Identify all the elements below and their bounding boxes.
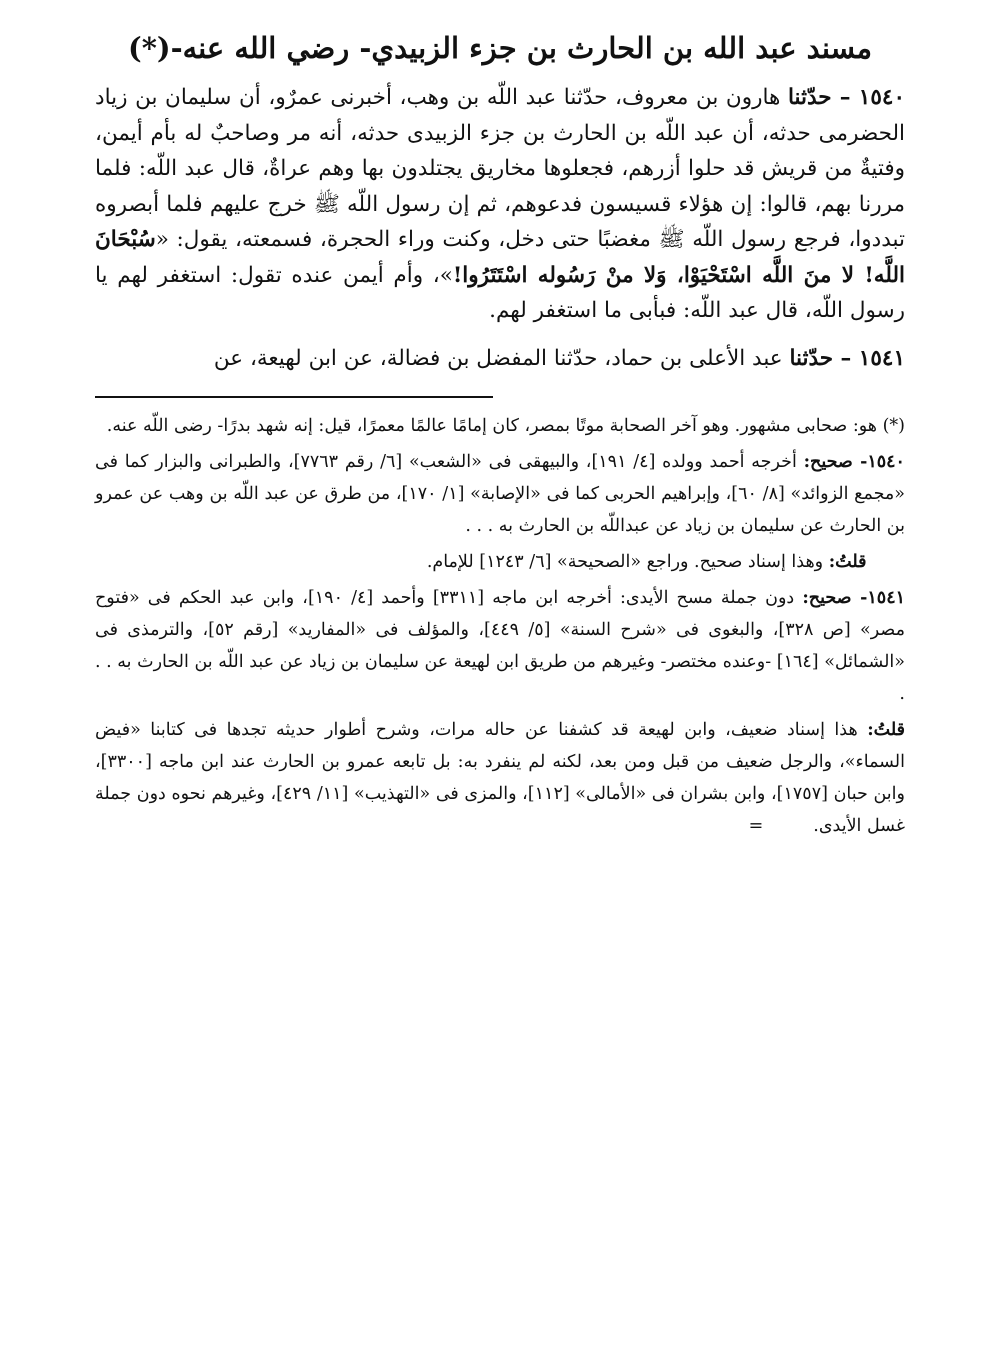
footnote-1540-qult bbox=[95, 546, 905, 578]
qult-text: وهذا إسناد صحيح. وراجع «الصحيحة» [٦/ ١٢٤٣] للإمام. bbox=[426, 552, 829, 572]
footnotes bbox=[95, 410, 905, 842]
prophetic-quote: سُبْحَانَ اللَّه! لا منَ اللَّه اسْتَحْيَوْا، وَلا منْ رَسُوله اسْتَتَرُوا! bbox=[95, 227, 905, 288]
hadith-number: ١٥٤٠ – حدّثنا bbox=[787, 85, 905, 110]
footnote-text: أخرجه أحمد وولده [٤/ ١٩١]، والبيهقى فى «الشعب» [٦/ رقم ٧٧٦٣]، والطبرانى والبزار كما فى «مجمع الزوائد» [٨/ ٦٠]، وإبراهيم الحربى كما فى «الإصابة» [١/ ١٧٠]، من طرق عن عبد اللّه بن وهب عن عمرو بن الحارث عن سليمان بن زياد عن عبداللّه بن الحارث به . . . bbox=[95, 452, 905, 536]
footnote-divider-wrap bbox=[95, 396, 905, 398]
footnote-1541 bbox=[95, 582, 905, 710]
continuation-mark: = bbox=[748, 816, 764, 836]
footnote-label: ١٥٤٠- صحيح: bbox=[803, 452, 905, 472]
qult-label: قلتُ: bbox=[867, 720, 905, 740]
hadith-1541 bbox=[95, 341, 905, 377]
footnote-1541-qult bbox=[95, 714, 905, 842]
hadith-text: عبد الأعلى بن حماد، حدّثنا المفضل بن فضالة، عن ابن لهيعة، عن bbox=[213, 345, 790, 371]
qult-label: قلتُ: bbox=[828, 552, 867, 572]
footnote-companion: (*) هو: صحابى مشهور. وهو آخر الصحابة موتًا بمصر، كان إمامًا عالمًا معمرًا، قيل: إنه شهد بدرًا- رضى اللّه عنه. bbox=[106, 416, 905, 436]
hadith-number: ١٥٤١ – حدّثنا bbox=[789, 345, 905, 371]
hadith-1540 bbox=[95, 80, 905, 329]
footnote-text: دون جملة مسح الأيدى: أخرجه ابن ماجه [٣٣١١] وأحمد [٤/ ١٩٠]، وابن عبد الحكم فى «فتوح مصر» [ص ٣٢٨]، والبغوى فى «شرح السنة» [٥/ ٤٤٩]، والمؤلف فى «المفاريد» [رقم ٥٢]، والترمذى فى «الشمائل» [١٦٤] -وعنده مختصر- وغيرهم من طريق ابن لهيعة عن سليمان بن زياد عن عبد اللّه بن الحارث به . . . bbox=[95, 588, 905, 704]
page-title: مسند عبد الله بن الحارث بن جزء الزبيدي- رضي الله عنه-(*) bbox=[127, 31, 873, 65]
footnote-1540 bbox=[95, 446, 905, 542]
hadith-text: هارون بن معروف، حدّثنا عبد اللّه بن وهب، أخبرنى عمرٌو، أن سليمان بن زياد الحضرمى حدثه، أن عبد اللّه بن الحارث بن جزء الزبيدى حدثه، أنه مر وصاحبٌ له بأم أيمن، وفتيةٌ من قريش قد حلوا أزرهم، فجعلوها مخاريق يجتلدون بها وهم عراةٌ، قال عبد اللّه: فلما مررنا بهم، قالوا: إن هؤلاء قسيسون فدعوهم، ثم إن رسول اللّه ﷺ خرج عليهم فلما أبصروه تبددوا، فرجع رسول اللّه ﷺ مغضبًا حتى دخل، وكنت وراء الحجرة، فسمعته، يقول: « bbox=[95, 85, 905, 252]
hadith-text-end: »، وأم أيمن عنده تقول: استغفر لهم يا رسول اللّه، قال عبد اللّه: فبأبى ما استغفر لهم. bbox=[95, 262, 905, 323]
footnote-divider bbox=[95, 396, 493, 398]
footnote-label: ١٥٤١- صحيح: bbox=[802, 588, 905, 608]
page bbox=[95, 20, 905, 846]
qult-text: هذا إسناد ضعيف، وابن لهيعة قد كشفنا عن حاله مرات، وشرح أطوار حديثه تجدها فى كتابنا «فيض السماء»، والرجل ضعيف من قبل ومن بعد، لكنه لم ينفرد به: بل تابعه عمرو بن الحارث عند ابن ماجه [٣٣٠٠]، وابن حبان [١٧٥٧]، وابن بشران فى «الأمالى» [١١٢]، والمزى فى «التهذيب» [١١/ ٤٢٩]، وغيرهم نحوه دون جملة غسل الأيدى. bbox=[95, 720, 905, 836]
